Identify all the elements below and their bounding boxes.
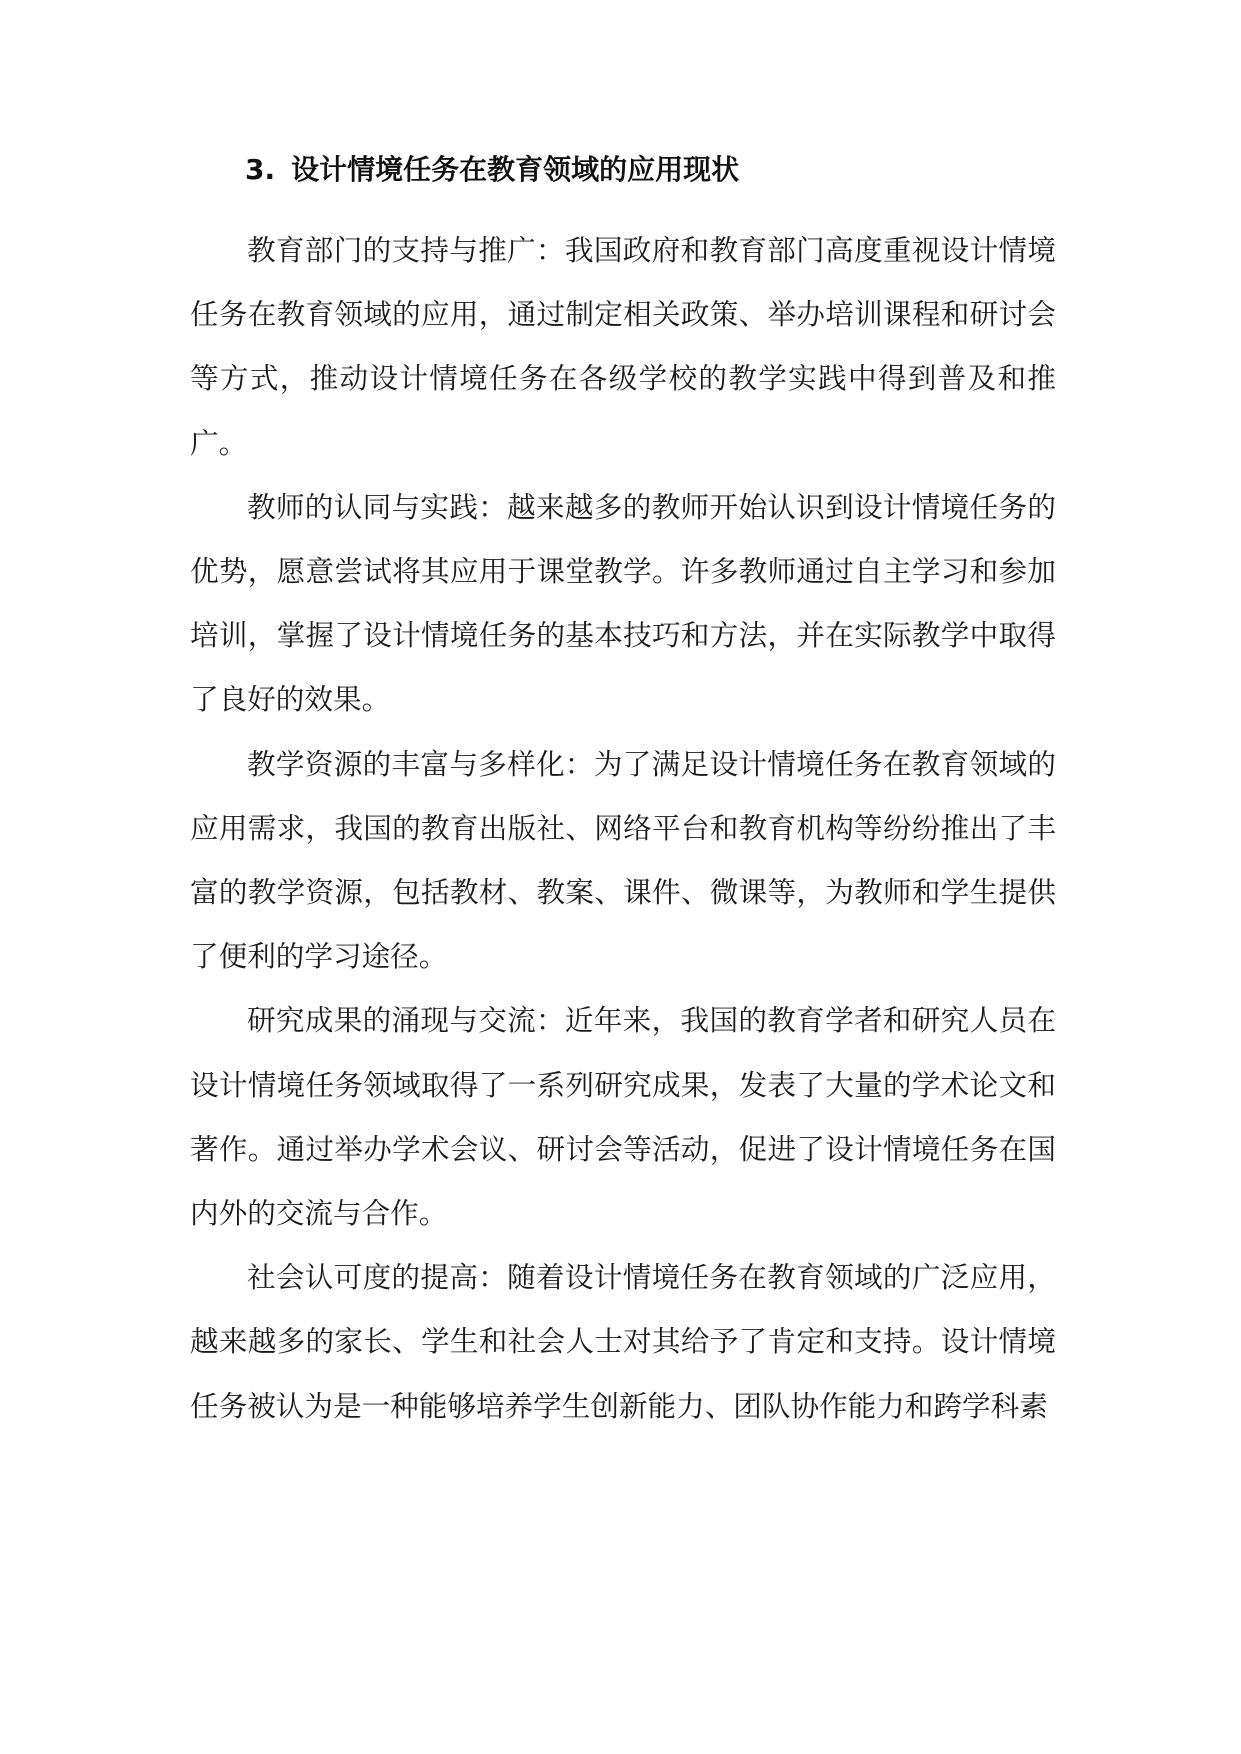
section-title: 设计情境任务在教育领域的应用现状 (291, 153, 740, 186)
paragraph-social-recognition: 社会认可度的提高：随着设计情境任务在教育领域的广泛应用，越来越多的家长、学生和社会人士对其给予了肯定和支持。设计情境任务被认为是一种能够培养学生创新能力、团队协作能力和跨学科素 (190, 1260, 1056, 1423)
paragraph-teacher-practice: 教师的认同与实践：越来越多的教师开始认识到设计情境任务的优势，愿意尝试将其应用于课堂教学。许多教师通过自主学习和参加培训，掌握了设计情境任务的基本技巧和方法，并在实际教学中取得了良好的效果。 (190, 489, 1056, 717)
paragraph-education-support: 教育部门的支持与推广：我国政府和教育部门高度重视设计情境任务在教育领域的应用，通过制定相关政策、举办培训课程和研讨会等方式，推动设计情境任务在各级学校的教学实践中得到普及和推广。 (190, 233, 1056, 460)
section-heading (245, 150, 739, 190)
body-text (190, 218, 1056, 1438)
section-number: 3. (245, 153, 276, 186)
paragraph-teaching-resources: 教学资源的丰富与多样化：为了满足设计情境任务在教育领域的应用需求，我国的教育出版社、网络平台和教育机构等纷纷推出了丰富的教学资源，包括教材、教案、课件、微课等，为教师和学生提供了便利的学习途径。 (190, 746, 1056, 974)
paragraph-research-results: 研究成果的涌现与交流：近年来，我国的教育学者和研究人员在设计情境任务领域取得了一系列研究成果，发表了大量的学术论文和著作。通过举办学术会议、研讨会等活动，促进了设计情境任务在国内外的交流与合作。 (190, 1003, 1056, 1231)
